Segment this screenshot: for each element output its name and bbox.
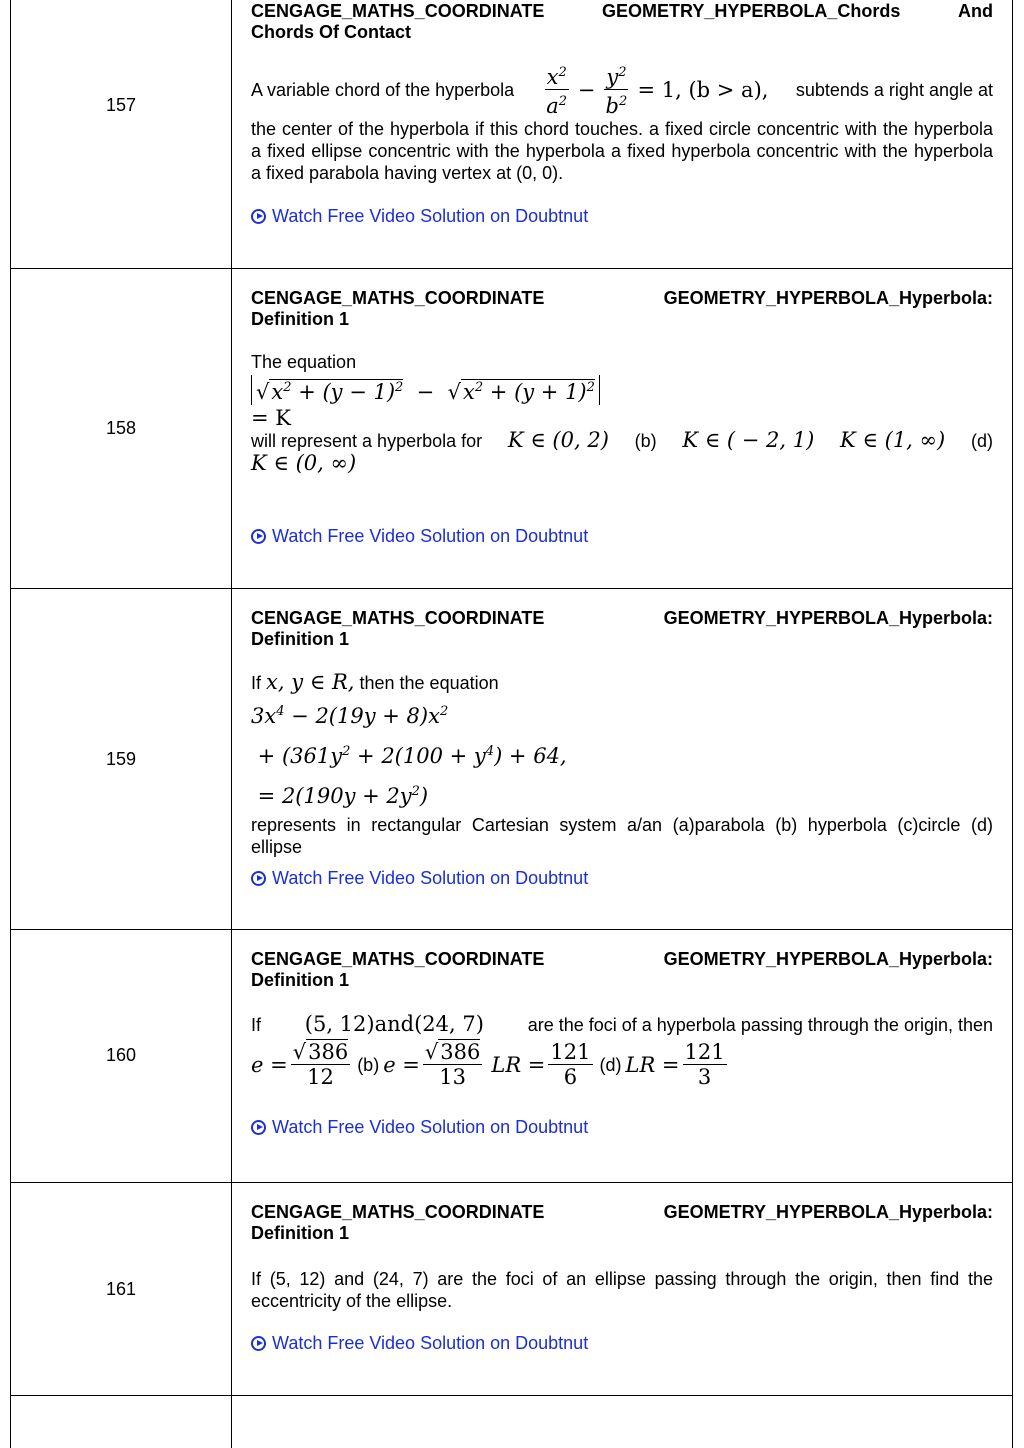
question-number: 160: [105, 1045, 137, 1065]
row-divider: [10, 268, 1013, 269]
equation-block: $3x^4 - 2(19y + 8)x^2$ + ($361y^2 + 2(100 + y^4) + 64$, = $2(190y + 2y^2)$: [251, 704, 567, 808]
topic-heading: CENGAGE_MATHS_COORDINATE GEOMETRY_HYPERBOLA_Hyperbola: Definition 1: [251, 949, 993, 990]
row-divider: [10, 1182, 1013, 1183]
question-number: 157: [105, 95, 137, 115]
play-circle-icon: [251, 871, 266, 886]
question-cell: [251, 949, 993, 1089]
question-text: The equation $√x^2 + (y - 1)^2 - √x^2 + (y + 1)^2$ = K will represent a hyperbola for K ∈ (0, 2) (b) K ∈ ( − 2, 1) K ∈ (1, ∞) (d) K ∈ (0, ∞): [251, 352, 993, 475]
watch-video-link[interactable]: Watch Free Video Solution on Doubtnut: [251, 868, 588, 889]
question-text: If (5, 12) and (24, 7) are the foci of an ellipse passing through the origin, then find the eccentricity of the ellipse.: [251, 1269, 993, 1311]
question-cell: [251, 608, 993, 858]
column-divider: [231, 0, 232, 1448]
row-divider: [10, 929, 1013, 930]
play-circle-icon: [251, 209, 266, 224]
question-number: 159: [105, 749, 137, 769]
watch-video-link[interactable]: Watch Free Video Solution on Doubtnut: [251, 1333, 588, 1354]
question-number: 161: [105, 1279, 137, 1299]
row-divider: [10, 1395, 1013, 1396]
question-text: If (5, 12)and(24, 7) are the foci of a hyperbola passing through the origin, then e = $\frac{√386}{12}$ (b) e = $\frac{√386}{13}$ LR = $\frac{121}{6}$ (d) LR = $\frac{121}{3}$: [251, 1012, 993, 1089]
topic-heading: CENGAGE_MATHS_COORDINATE GEOMETRY_HYPERBOLA_Hyperbola: Definition 1: [251, 608, 993, 649]
topic-heading: CENGAGE_MATHS_COORDINATE GEOMETRY_HYPERBOLA_Hyperbola: Definition 1: [251, 1202, 993, 1243]
hyperbola-equation: $\frac{x^2}{a^2}$ − $\frac{y^2}{b^2}$ = 1, (b > a),: [542, 61, 769, 118]
watch-video-link[interactable]: Watch Free Video Solution on Doubtnut: [251, 1117, 588, 1138]
play-circle-icon: [251, 1120, 266, 1135]
question-cell: [251, 1, 993, 184]
table-border-right: [1012, 0, 1013, 1448]
question-cell: [251, 288, 993, 474]
question-text: A variable chord of the hyperbola $\frac{x^2}{a^2}$ − $\frac{y^2}{b^2}$ = 1, (b > a), subtends a right angle at the center of the hyperbola if this chord touches. a fixed circle concentric with the hyperbola a fixed ellipse concentric with the hyperbola a fixed hyperbola concentric with the hyperbola a fixed parabola having vertex at (0, 0).: [251, 61, 993, 184]
topic-heading: CENGAGE_MATHS_COORDINATE GEOMETRY_HYPERBOLA_Hyperbola: Definition 1: [251, 288, 993, 329]
equation-block: $√x^2 + (y - 1)^2 - √x^2 + (y + 1)^2$: [251, 375, 993, 405]
row-divider: [10, 588, 1013, 589]
question-number: 158: [105, 418, 137, 438]
topic-heading: CENGAGE_MATHS_COORDINATE GEOMETRY_HYPERBOLA_Chords And Chords Of Contact: [251, 1, 993, 42]
play-circle-icon: [251, 1336, 266, 1351]
table-border-left: [10, 0, 11, 1448]
watch-video-link[interactable]: Watch Free Video Solution on Doubtnut: [251, 526, 588, 547]
options-block: e = $\frac{√386}{12}$ (b) e = $\frac{√386}{13}$ LR = $\frac{121}{6}$ (d) LR = $\frac{121}{3}$: [251, 1040, 725, 1089]
play-circle-icon: [251, 529, 266, 544]
question-cell: [251, 1202, 993, 1312]
question-text: If x, y ∈ R, then the equation $3x^4 - 2(19y + 8)x^2$ + ($361y^2 + 2(100 + y^4) + 64$, = $2(190y + 2y^2)$ represents in rectangular Cartesian system a/an (a)parabola (b) hyperbola (c)circle (d) ellipse: [251, 670, 993, 857]
watch-video-link[interactable]: Watch Free Video Solution on Doubtnut: [251, 206, 588, 227]
